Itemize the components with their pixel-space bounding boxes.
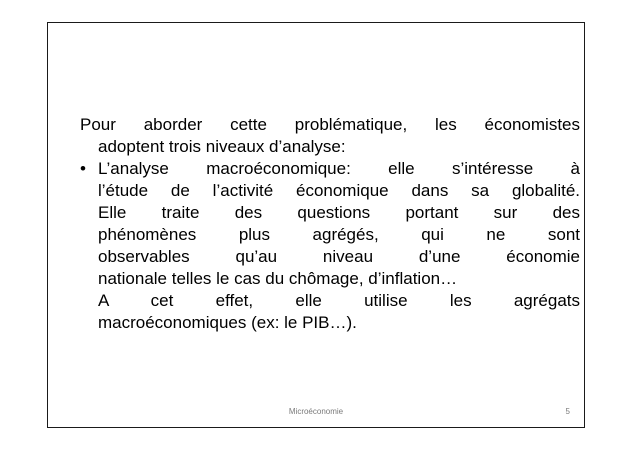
- bullet-item-macro: [80, 158, 580, 334]
- bullet-line-2: l’étude de l’activité économique dans sa globalité.: [98, 181, 580, 200]
- bullet-line-7: A cet effet, elle utilise les agrégats: [98, 291, 580, 310]
- slide-body: [80, 114, 580, 334]
- bullet-line-1: L’analyse macroéconomique: elle s’intéresse à: [98, 159, 580, 178]
- intro-line-2: adoptent trois niveaux d’analyse:: [98, 137, 346, 156]
- intro-line-1: Pour aborder cette problématique, les économistes: [80, 115, 580, 134]
- bullet-line-5: observables qu’au niveau d’une économie: [98, 247, 580, 266]
- slide-frame: [47, 22, 585, 428]
- page-number: 5: [565, 407, 570, 416]
- bullet-line-6: nationale telles le cas du chômage, d’inflation…: [98, 269, 458, 288]
- bullet-line-4: phénomènes plus agrégés, qui ne sont: [98, 225, 580, 244]
- footer-title: Microéconomie: [288, 407, 344, 416]
- bullet-icon: •: [80, 159, 86, 178]
- bullet-line-8: macroéconomiques (ex: le PIB…).: [98, 313, 357, 332]
- intro-paragraph: [80, 114, 580, 158]
- bullet-line-3: Elle traite des questions portant sur des: [98, 203, 580, 222]
